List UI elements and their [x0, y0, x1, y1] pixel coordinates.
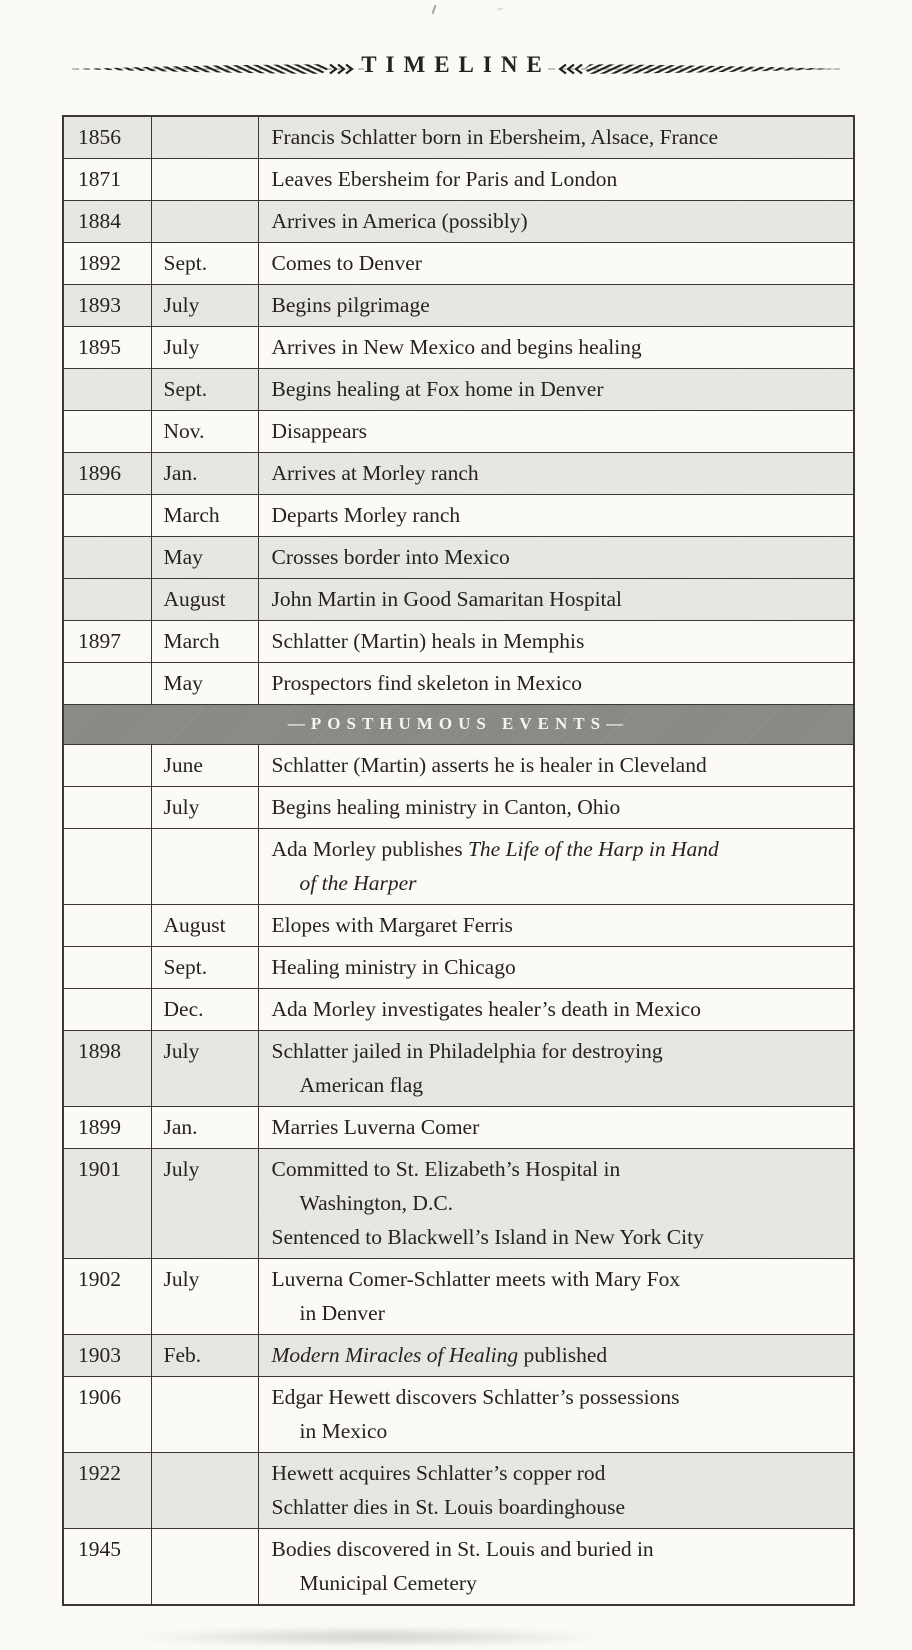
month-cell: Jan.	[151, 453, 258, 495]
year-cell: 1871	[63, 159, 151, 201]
timeline-row	[63, 1259, 854, 1335]
timeline-row	[63, 621, 854, 663]
event-cell	[258, 1107, 854, 1149]
event-line: Disappears	[271, 419, 368, 443]
event-cell	[258, 1031, 854, 1107]
timeline-row	[63, 1377, 854, 1453]
timeline-row	[63, 947, 854, 989]
event-line: American flag	[299, 1073, 424, 1097]
timeline-row	[63, 243, 854, 285]
month-cell: June	[151, 745, 258, 787]
year-cell: 1884	[63, 201, 151, 243]
event-line: Ada Morley investigates healer’s death in Mexico	[271, 997, 701, 1021]
page-title: TIMELINE	[361, 52, 551, 77]
year-cell	[63, 663, 151, 705]
year-cell: 1906	[63, 1377, 151, 1453]
event-line: in Denver	[299, 1301, 385, 1325]
timeline-row	[63, 369, 854, 411]
event-line: Arrives in New Mexico and begins healing	[271, 335, 642, 359]
event-cell	[258, 579, 854, 621]
event-line: Begins pilgrimage	[271, 293, 430, 317]
event-line: Ada Morley publishes The Life of the Harp in Hand	[271, 837, 719, 861]
month-cell	[151, 159, 258, 201]
year-cell: 1945	[63, 1529, 151, 1606]
event-cell	[258, 369, 854, 411]
year-cell	[63, 411, 151, 453]
year-cell: 1903	[63, 1335, 151, 1377]
month-cell: Jan.	[151, 1107, 258, 1149]
timeline-row	[63, 1453, 854, 1529]
timeline-row	[63, 159, 854, 201]
timeline-row	[63, 787, 854, 829]
year-cell: 1901	[63, 1149, 151, 1259]
event-line: Francis Schlatter born in Ebersheim, Alsace, France	[271, 125, 719, 149]
event-cell	[258, 829, 854, 905]
italic-title: The Life of the Harp in Hand	[467, 837, 719, 861]
timeline-row	[63, 285, 854, 327]
event-line: Schlatter (Martin) asserts he is healer in Cleveland	[271, 753, 707, 777]
posthumous-banner-row	[63, 705, 854, 745]
month-cell: July	[151, 1031, 258, 1107]
month-cell: Dec.	[151, 989, 258, 1031]
event-cell	[258, 621, 854, 663]
month-cell: Sept.	[151, 243, 258, 285]
timeline-row	[63, 116, 854, 159]
month-cell	[151, 1529, 258, 1606]
year-cell	[63, 495, 151, 537]
event-cell	[258, 787, 854, 829]
timeline-row	[63, 1031, 854, 1107]
timeline-row	[63, 1149, 854, 1259]
event-line: Washington, D.C.	[299, 1191, 454, 1215]
year-cell	[63, 905, 151, 947]
event-line: Bodies discovered in St. Louis and buried in	[271, 1537, 654, 1561]
event-line: Begins healing at Fox home in Denver	[271, 377, 604, 401]
event-cell	[258, 745, 854, 787]
timeline-row	[63, 537, 854, 579]
event-line: Leaves Ebersheim for Paris and London	[271, 167, 618, 191]
event-line: in Mexico	[299, 1419, 388, 1443]
event-cell	[258, 327, 854, 369]
italic-title: of the Harper	[299, 871, 417, 895]
year-cell	[63, 745, 151, 787]
event-line: Schlatter dies in St. Louis boardinghouse	[271, 1495, 626, 1519]
timeline-row	[63, 829, 854, 905]
month-cell	[151, 1377, 258, 1453]
event-line: Schlatter jailed in Philadelphia for destroying	[271, 1039, 663, 1063]
timeline-row	[63, 1529, 854, 1606]
month-cell: Sept.	[151, 947, 258, 989]
event-line: Municipal Cemetery	[299, 1571, 477, 1595]
timeline-row	[63, 1107, 854, 1149]
year-cell: 1922	[63, 1453, 151, 1529]
event-line: Crosses border into Mexico	[271, 545, 510, 569]
year-cell: 1856	[63, 116, 151, 159]
event-line: Comes to Denver	[271, 251, 422, 275]
year-cell	[63, 369, 151, 411]
year-cell: 1892	[63, 243, 151, 285]
month-cell: May	[151, 537, 258, 579]
month-cell: Feb.	[151, 1335, 258, 1377]
event-cell	[258, 905, 854, 947]
event-line: Healing ministry in Chicago	[271, 955, 516, 979]
event-line: Modern Miracles of Healing published	[271, 1343, 608, 1367]
timeline-row	[63, 579, 854, 621]
event-line: Sentenced to Blackwell’s Island in New York City	[271, 1225, 704, 1249]
year-cell	[63, 829, 151, 905]
italic-title: Modern Miracles of Healing	[271, 1343, 519, 1367]
month-cell: Sept.	[151, 369, 258, 411]
event-line: Marries Luverna Comer	[271, 1115, 480, 1139]
event-line: Edgar Hewett discovers Schlatter’s possessions	[271, 1385, 680, 1409]
month-cell	[151, 1453, 258, 1529]
year-cell: 1898	[63, 1031, 151, 1107]
year-cell: 1896	[63, 453, 151, 495]
event-cell	[258, 201, 854, 243]
event-cell	[258, 243, 854, 285]
year-cell	[63, 579, 151, 621]
scan-speck	[497, 7, 503, 10]
month-cell	[151, 829, 258, 905]
event-line: Arrives at Morley ranch	[271, 461, 479, 485]
event-line: Luverna Comer-Schlatter meets with Mary Fox	[271, 1267, 681, 1291]
event-cell	[258, 663, 854, 705]
month-cell: March	[151, 495, 258, 537]
month-cell: August	[151, 905, 258, 947]
year-cell	[63, 787, 151, 829]
event-line: Hewett acquires Schlatter’s copper rod	[271, 1461, 606, 1485]
event-line: Prospectors find skeleton in Mexico	[271, 671, 583, 695]
year-cell	[63, 537, 151, 579]
month-cell: Nov.	[151, 411, 258, 453]
event-line: John Martin in Good Samaritan Hospital	[271, 587, 623, 611]
timeline-row	[63, 663, 854, 705]
posthumous-banner: —POSTHUMOUS EVENTS—	[63, 705, 854, 745]
timeline-row	[63, 1335, 854, 1377]
event-cell	[258, 1529, 854, 1606]
timeline-row	[63, 453, 854, 495]
event-line: Departs Morley ranch	[271, 503, 461, 527]
event-cell	[258, 453, 854, 495]
event-cell	[258, 989, 854, 1031]
timeline-row	[63, 905, 854, 947]
month-cell	[151, 201, 258, 243]
timeline-table-body	[63, 116, 854, 1605]
event-cell	[258, 947, 854, 989]
event-cell	[258, 159, 854, 201]
month-cell: July	[151, 327, 258, 369]
event-cell	[258, 537, 854, 579]
month-cell: July	[151, 1149, 258, 1259]
timeline-row	[63, 745, 854, 787]
month-cell: July	[151, 285, 258, 327]
year-cell	[63, 947, 151, 989]
event-cell	[258, 1453, 854, 1529]
event-cell	[258, 1149, 854, 1259]
timeline-row	[63, 495, 854, 537]
year-cell	[63, 989, 151, 1031]
page-bottom-shadow	[130, 1627, 610, 1644]
month-cell: March	[151, 621, 258, 663]
event-cell	[258, 411, 854, 453]
event-cell	[258, 1259, 854, 1335]
year-cell: 1897	[63, 621, 151, 663]
month-cell	[151, 116, 258, 159]
timeline-row	[63, 411, 854, 453]
scan-speck	[432, 5, 437, 14]
year-cell: 1893	[63, 285, 151, 327]
timeline-table	[62, 115, 855, 1606]
year-cell: 1895	[63, 327, 151, 369]
month-cell: August	[151, 579, 258, 621]
year-cell: 1902	[63, 1259, 151, 1335]
event-cell	[258, 116, 854, 159]
timeline-row	[63, 989, 854, 1031]
timeline-header	[0, 48, 912, 88]
timeline-row	[63, 327, 854, 369]
month-cell: July	[151, 1259, 258, 1335]
event-line: Schlatter (Martin) heals in Memphis	[271, 629, 585, 653]
month-cell: May	[151, 663, 258, 705]
event-cell	[258, 285, 854, 327]
rope-ornament-right	[546, 60, 842, 78]
event-cell	[258, 1335, 854, 1377]
event-line: Begins healing ministry in Canton, Ohio	[271, 795, 621, 819]
event-line: Arrives in America (possibly)	[271, 209, 528, 233]
month-cell: July	[151, 787, 258, 829]
event-line	[272, 866, 846, 900]
event-cell	[258, 495, 854, 537]
timeline-row	[63, 201, 854, 243]
year-cell: 1899	[63, 1107, 151, 1149]
event-line: Elopes with Margaret Ferris	[271, 913, 513, 937]
event-line: Committed to St. Elizabeth’s Hospital in	[271, 1157, 621, 1181]
event-cell	[258, 1377, 854, 1453]
